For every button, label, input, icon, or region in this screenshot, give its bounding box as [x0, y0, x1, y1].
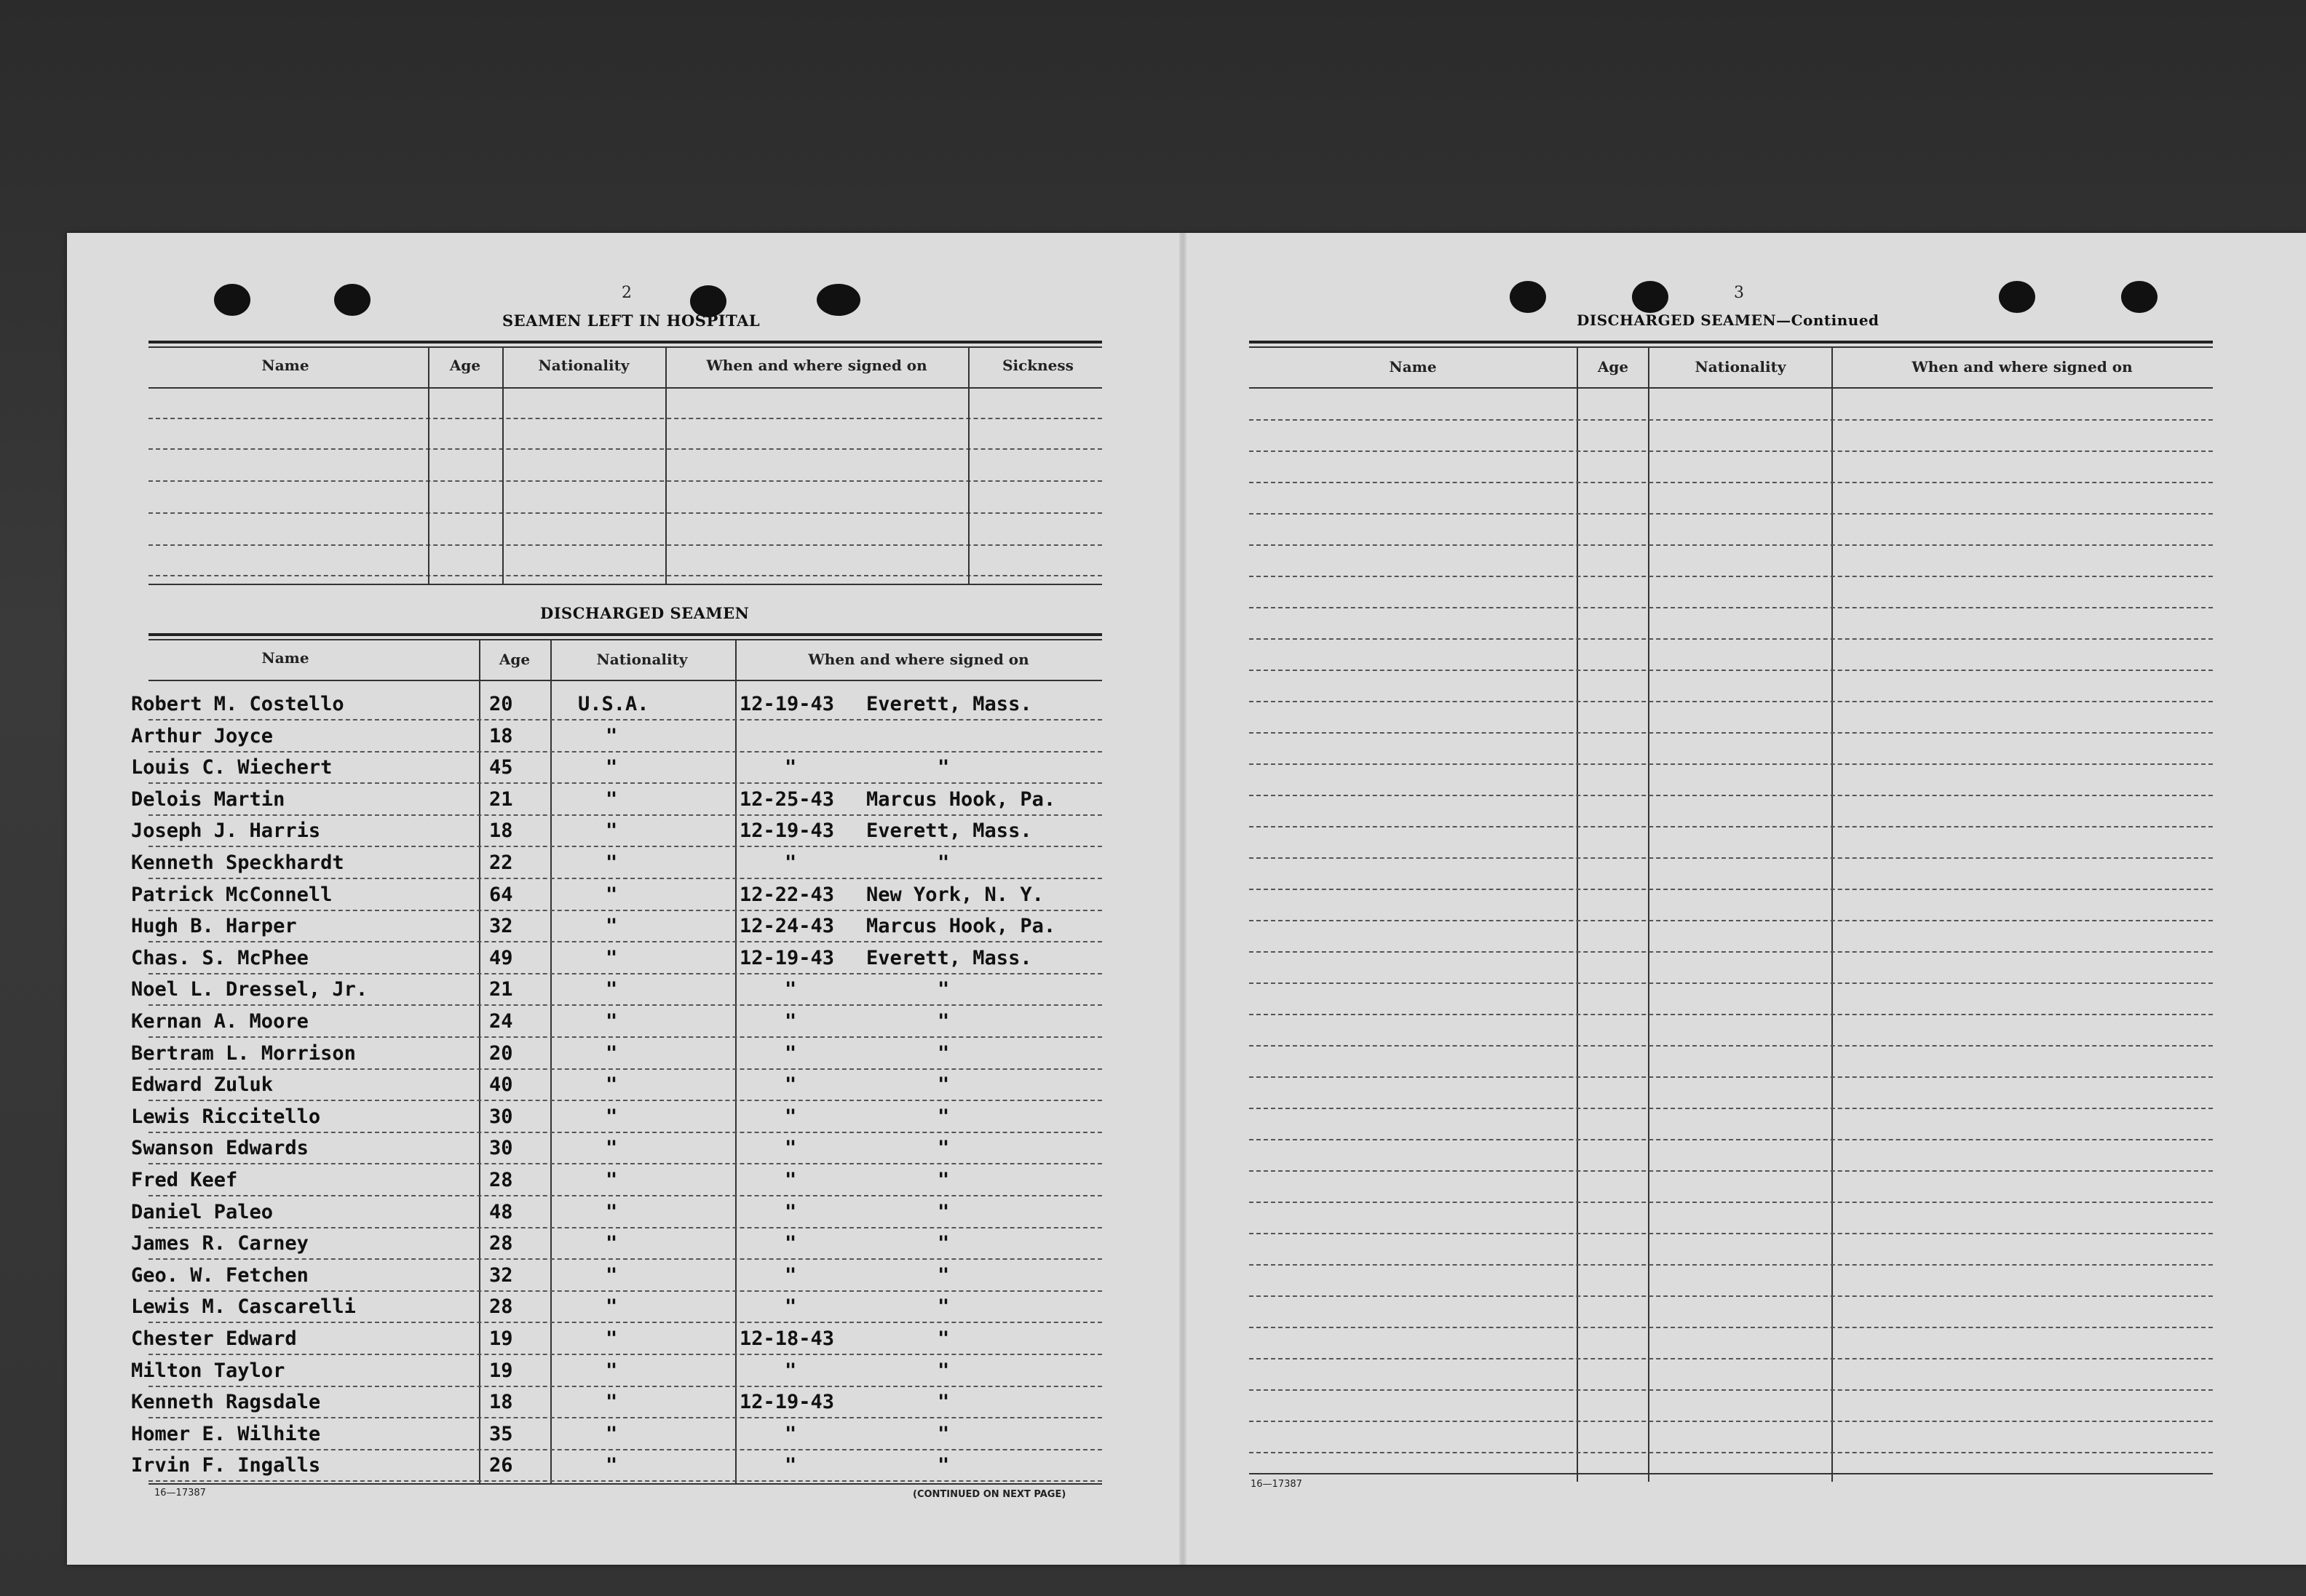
- row-date: ": [785, 1137, 797, 1160]
- row-name: Chester Edward: [131, 1327, 297, 1350]
- row-date: ": [785, 1105, 797, 1128]
- blank-row-rule: [1249, 1264, 2213, 1266]
- row-age: 18: [489, 1391, 513, 1414]
- row-name: Milton Taylor: [131, 1359, 285, 1382]
- row-place: Everett, Mass.: [866, 946, 1032, 969]
- punch-hole: [334, 284, 371, 316]
- rule: [148, 680, 1102, 681]
- row-nationality: ": [606, 756, 618, 779]
- row-age: 35: [489, 1422, 513, 1445]
- row-nationality: ": [606, 946, 618, 969]
- row-name: Hugh B. Harper: [131, 915, 297, 938]
- row-age: 22: [489, 851, 513, 874]
- hospital-header-nationality: Nationality: [538, 357, 630, 374]
- table-row-rule: [148, 1036, 1102, 1038]
- row-date: ": [785, 1010, 797, 1033]
- blank-row-rule: [1249, 1014, 2213, 1015]
- discharged-header-name: Name: [261, 649, 309, 667]
- row-place: New York, N. Y.: [866, 883, 1044, 906]
- row-name: Chas. S. McPhee: [131, 946, 309, 969]
- row-name: James R. Carney: [131, 1232, 309, 1255]
- blank-row-rule: [1249, 1452, 2213, 1453]
- row-nationality: ": [606, 1327, 618, 1350]
- hospital-header-signed: When and where signed on: [706, 357, 927, 374]
- row-nationality: ": [606, 819, 618, 843]
- table-row-rule: [148, 941, 1102, 942]
- row-place: ": [938, 1105, 950, 1128]
- row-name: Robert M. Costello: [131, 693, 344, 715]
- row-place: ": [938, 1454, 950, 1477]
- row-date: ": [785, 1263, 797, 1287]
- row-nationality: ": [606, 1041, 618, 1065]
- rule: [148, 544, 1102, 546]
- row-name: Bertram L. Morrison: [131, 1041, 356, 1065]
- col-divider: [735, 639, 737, 1483]
- row-place: Marcus Hook, Pa.: [866, 787, 1056, 811]
- rule: [1249, 387, 2213, 389]
- row-date: 12-25-43: [740, 787, 835, 811]
- row-nationality: ": [606, 1359, 618, 1382]
- punch-hole: [1632, 281, 1668, 313]
- table-row-rule: [148, 1163, 1102, 1164]
- row-date: ": [785, 851, 797, 874]
- rule: [148, 633, 1102, 636]
- page-fold: [1179, 233, 1186, 1565]
- row-nationality: ": [606, 1391, 618, 1414]
- table-row-rule: [148, 878, 1102, 879]
- table-row-rule: [148, 1290, 1102, 1292]
- table-row-rule: [148, 1227, 1102, 1228]
- table-row-rule: [148, 1480, 1102, 1482]
- row-place: ": [938, 1295, 950, 1319]
- blank-row-rule: [1249, 1108, 2213, 1109]
- blank-row-rule: [1249, 1202, 2213, 1203]
- row-nationality: ": [606, 787, 618, 811]
- row-place: ": [938, 1169, 950, 1191]
- blank-row-rule: [1249, 982, 2213, 984]
- right-header-nationality: Nationality: [1695, 358, 1786, 376]
- table-row-rule: [148, 1004, 1102, 1006]
- row-date: ": [785, 1073, 797, 1097]
- row-age: 18: [489, 819, 513, 843]
- discharged-section-title: DISCHARGED SEAMEN: [540, 604, 750, 622]
- table-row-rule: [148, 1322, 1102, 1323]
- left-page-number: 2: [622, 284, 632, 302]
- row-name: Lewis Riccitello: [131, 1105, 321, 1128]
- blank-row-rule: [1249, 701, 2213, 702]
- row-age: 28: [489, 1169, 513, 1191]
- blank-row-rule: [1249, 1327, 2213, 1328]
- discharged-header-age: Age: [499, 651, 531, 668]
- row-place: ": [938, 978, 950, 1001]
- row-place: ": [938, 1422, 950, 1445]
- row-date: ": [785, 1295, 797, 1319]
- blank-row-rule: [1249, 450, 2213, 452]
- row-date: 12-22-43: [740, 883, 835, 906]
- table-row-rule: [148, 782, 1102, 784]
- table-row-rule: [148, 751, 1102, 753]
- row-date: 12-19-43: [740, 693, 835, 715]
- row-age: 40: [489, 1073, 513, 1097]
- blank-row-rule: [1249, 1295, 2213, 1297]
- table-row-rule: [148, 814, 1102, 816]
- table-row-rule: [148, 1449, 1102, 1450]
- row-nationality: ": [606, 1073, 618, 1097]
- rule: [148, 512, 1102, 514]
- row-place: ": [938, 1327, 950, 1350]
- right-section-title: DISCHARGED SEAMEN—Continued: [1577, 311, 1879, 329]
- row-date: ": [785, 1041, 797, 1065]
- punch-hole: [214, 284, 250, 316]
- blank-row-rule: [1249, 1358, 2213, 1359]
- row-age: 24: [489, 1010, 513, 1033]
- row-age: 20: [489, 693, 513, 715]
- row-nationality: ": [606, 851, 618, 874]
- punch-hole: [1999, 281, 2035, 313]
- col-divider: [1648, 346, 1649, 1482]
- blank-row-rule: [1249, 1139, 2213, 1140]
- col-divider: [968, 346, 970, 584]
- punch-hole: [817, 284, 860, 316]
- table-row-rule: [148, 1132, 1102, 1133]
- row-nationality: ": [606, 1200, 618, 1223]
- col-divider: [1577, 346, 1578, 1482]
- rule: [1249, 341, 2213, 344]
- row-place: ": [938, 1359, 950, 1382]
- blank-row-rule: [1249, 638, 2213, 640]
- punch-hole: [2121, 281, 2158, 313]
- row-place: ": [938, 1073, 950, 1097]
- rule: [148, 387, 1102, 389]
- blank-row-rule: [1249, 1076, 2213, 1078]
- hospital-header-sickness: Sickness: [1002, 357, 1074, 374]
- row-nationality: ": [606, 915, 618, 938]
- row-place: Everett, Mass.: [866, 693, 1032, 715]
- row-name: Kernan A. Moore: [131, 1010, 309, 1033]
- row-place: ": [938, 1200, 950, 1223]
- row-name: Kenneth Ragsdale: [131, 1391, 321, 1414]
- row-date: ": [785, 756, 797, 779]
- row-name: Joseph J. Harris: [131, 819, 321, 843]
- document-sheet: [67, 233, 2306, 1565]
- row-date: ": [785, 1359, 797, 1382]
- row-name: Louis C. Wiechert: [131, 756, 333, 779]
- rule: [148, 418, 1102, 419]
- blank-row-rule: [1249, 607, 2213, 608]
- hospital-header-name: Name: [261, 357, 309, 374]
- table-row-rule: [148, 1195, 1102, 1196]
- discharged-header-nationality: Nationality: [596, 651, 688, 668]
- row-nationality: ": [606, 1422, 618, 1445]
- table-row-rule: [148, 1068, 1102, 1070]
- rule: [148, 575, 1102, 576]
- row-age: 32: [489, 915, 513, 938]
- right-header-name: Name: [1389, 358, 1437, 376]
- blank-row-rule: [1249, 1421, 2213, 1422]
- row-date: 12-18-43: [740, 1327, 835, 1350]
- rule: [148, 346, 1102, 348]
- blank-row-rule: [1249, 763, 2213, 765]
- right-header-age: Age: [1597, 358, 1629, 376]
- blank-row-rule: [1249, 513, 2213, 515]
- row-age: 20: [489, 1041, 513, 1065]
- col-divider: [550, 639, 552, 1483]
- row-nationality: ": [606, 1105, 618, 1128]
- blank-row-rule: [1249, 732, 2213, 734]
- row-age: 30: [489, 1105, 513, 1128]
- row-age: 32: [489, 1263, 513, 1287]
- rule: [1249, 346, 2213, 348]
- table-row-rule: [148, 1100, 1102, 1101]
- row-place: Marcus Hook, Pa.: [866, 915, 1056, 938]
- row-place: ": [938, 1137, 950, 1160]
- row-age: 49: [489, 946, 513, 969]
- blank-row-rule: [1249, 670, 2213, 671]
- punch-hole: [1510, 281, 1546, 313]
- row-nationality: ": [606, 1169, 618, 1191]
- row-age: 48: [489, 1200, 513, 1223]
- table-row-rule: [148, 973, 1102, 974]
- row-place: ": [938, 1263, 950, 1287]
- row-age: 30: [489, 1137, 513, 1160]
- blank-row-rule: [1249, 795, 2213, 796]
- hospital-section-title: SEAMEN LEFT IN HOSPITAL: [502, 311, 761, 330]
- row-name: Edward Zuluk: [131, 1073, 274, 1097]
- blank-row-rule: [1249, 1233, 2213, 1234]
- table-row-rule: [148, 719, 1102, 720]
- blank-row-rule: [1249, 826, 2213, 827]
- row-nationality: ": [606, 978, 618, 1001]
- left-form-number: 16—17387: [154, 1488, 206, 1498]
- row-age: 64: [489, 883, 513, 906]
- row-nationality: ": [606, 883, 618, 906]
- row-name: Kenneth Speckhardt: [131, 851, 344, 874]
- table-row-rule: [148, 910, 1102, 911]
- row-nationality: ": [606, 1137, 618, 1160]
- row-date: 12-24-43: [740, 915, 835, 938]
- row-place: ": [938, 1010, 950, 1033]
- blank-row-rule: [1249, 951, 2213, 953]
- row-date: ": [785, 978, 797, 1001]
- row-name: Swanson Edwards: [131, 1137, 309, 1160]
- rule: [148, 480, 1102, 482]
- row-place: ": [938, 1391, 950, 1414]
- blank-row-rule: [1249, 576, 2213, 577]
- row-nationality: ": [606, 1295, 618, 1319]
- rule: [1249, 1473, 2213, 1474]
- row-place: ": [938, 756, 950, 779]
- row-age: 19: [489, 1359, 513, 1382]
- row-name: Noel L. Dressel, Jr.: [131, 978, 368, 1001]
- row-place: ": [938, 1232, 950, 1255]
- row-nationality: ": [606, 724, 618, 747]
- rule: [148, 584, 1102, 585]
- blank-row-rule: [1249, 482, 2213, 483]
- rule: [148, 448, 1102, 450]
- row-name: Lewis M. Cascarelli: [131, 1295, 356, 1319]
- blank-row-rule: [1249, 1045, 2213, 1047]
- row-name: Fred Keef: [131, 1169, 238, 1191]
- row-name: Delois Martin: [131, 787, 285, 811]
- blank-row-rule: [1249, 920, 2213, 921]
- rule: [148, 1483, 1102, 1485]
- blank-row-rule: [1249, 419, 2213, 421]
- right-page-number: 3: [1734, 284, 1744, 302]
- col-divider: [479, 639, 480, 1483]
- table-row-rule: [148, 1417, 1102, 1418]
- rule: [148, 639, 1102, 640]
- row-age: 45: [489, 756, 513, 779]
- row-name: Irvin F. Ingalls: [131, 1454, 321, 1477]
- row-nationality: ": [606, 1010, 618, 1033]
- row-name: Daniel Paleo: [131, 1200, 274, 1223]
- blank-row-rule: [1249, 1170, 2213, 1172]
- row-nationality: ": [606, 1232, 618, 1255]
- right-header-signed: When and where signed on: [1911, 358, 2133, 376]
- row-age: 26: [489, 1454, 513, 1477]
- row-nationality: ": [606, 1454, 618, 1477]
- col-divider: [428, 346, 429, 584]
- table-row-rule: [148, 846, 1102, 847]
- row-date: ": [785, 1454, 797, 1477]
- rule: [148, 341, 1102, 344]
- row-name: Patrick McConnell: [131, 883, 333, 906]
- right-form-number: 16—17387: [1251, 1479, 1302, 1490]
- discharged-header-signed: When and where signed on: [808, 651, 1029, 668]
- row-age: 21: [489, 787, 513, 811]
- row-age: 21: [489, 978, 513, 1001]
- col-divider: [665, 346, 667, 584]
- col-divider: [1831, 346, 1833, 1482]
- row-name: Arthur Joyce: [131, 724, 274, 747]
- row-date: 12-19-43: [740, 819, 835, 843]
- row-age: 18: [489, 724, 513, 747]
- row-date: ": [785, 1422, 797, 1445]
- row-name: Geo. W. Fetchen: [131, 1263, 309, 1287]
- row-nationality: U.S.A.: [578, 693, 649, 715]
- continued-note: (CONTINUED ON NEXT PAGE): [913, 1489, 1066, 1500]
- row-age: 28: [489, 1232, 513, 1255]
- table-row-rule: [148, 1386, 1102, 1387]
- row-age: 28: [489, 1295, 513, 1319]
- row-date: 12-19-43: [740, 946, 835, 969]
- blank-row-rule: [1249, 1389, 2213, 1391]
- table-row-rule: [148, 1354, 1102, 1355]
- blank-row-rule: [1249, 889, 2213, 890]
- row-nationality: ": [606, 1263, 618, 1287]
- table-row-rule: [148, 1258, 1102, 1260]
- row-date: 12-19-43: [740, 1391, 835, 1414]
- blank-row-rule: [1249, 544, 2213, 546]
- row-name: Homer E. Wilhite: [131, 1422, 321, 1445]
- row-place: ": [938, 851, 950, 874]
- row-age: 19: [489, 1327, 513, 1350]
- row-date: ": [785, 1169, 797, 1191]
- blank-row-rule: [1249, 857, 2213, 859]
- hospital-header-age: Age: [449, 357, 481, 374]
- row-date: ": [785, 1232, 797, 1255]
- col-divider: [502, 346, 504, 584]
- row-date: ": [785, 1200, 797, 1223]
- row-place: ": [938, 1041, 950, 1065]
- row-place: Everett, Mass.: [866, 819, 1032, 843]
